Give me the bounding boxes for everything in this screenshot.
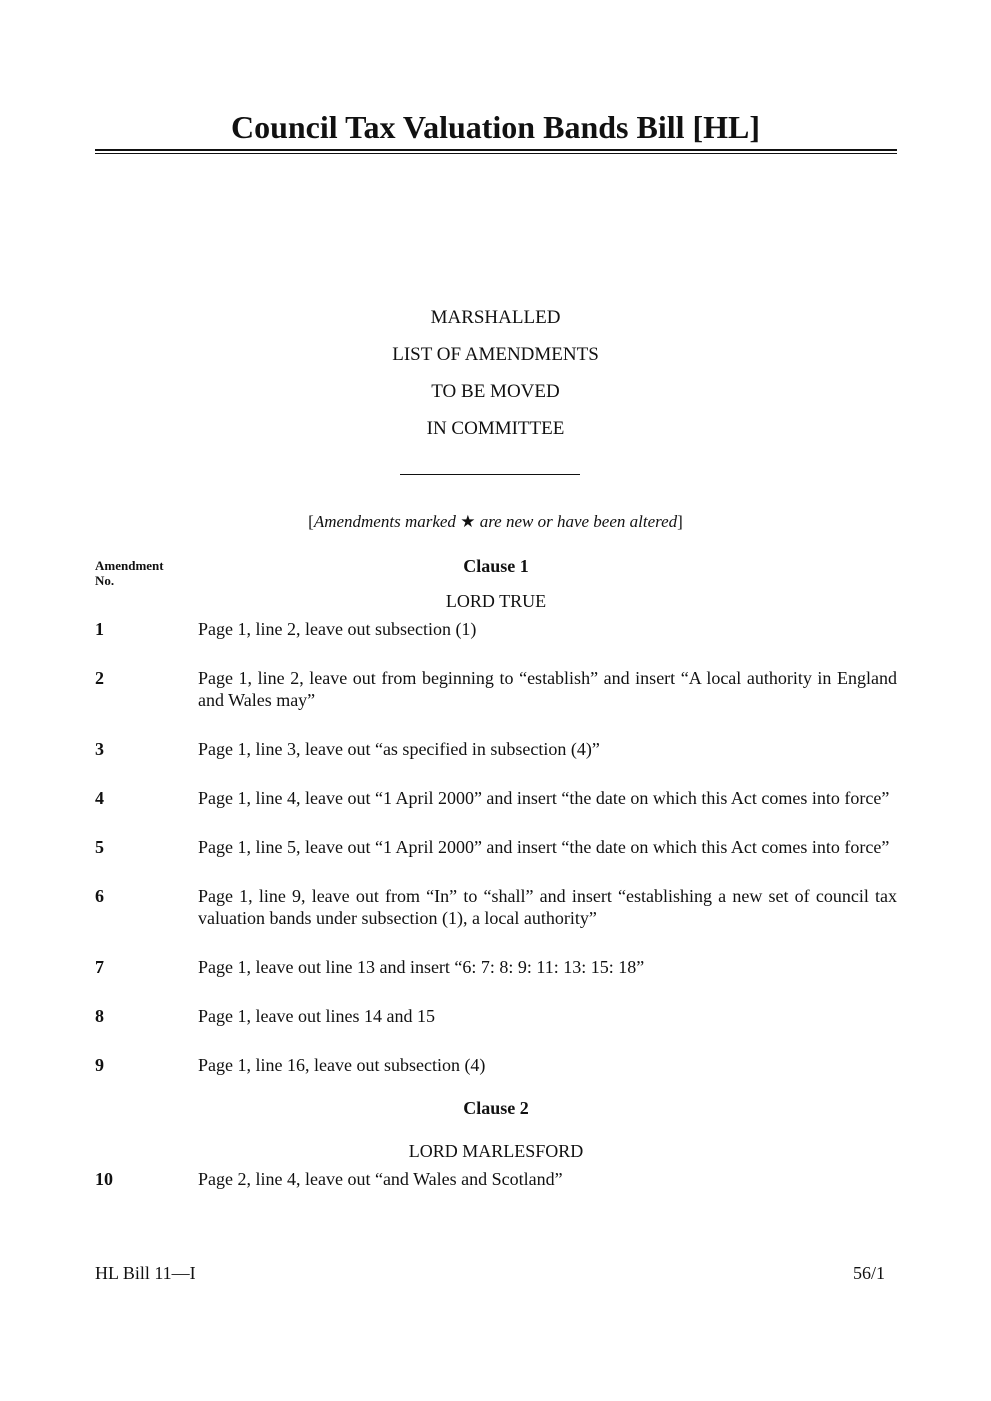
document-heading: [0, 299, 991, 447]
amendment-row: [95, 956, 897, 978]
amendment-row: [95, 618, 897, 640]
amendment-number: 10: [95, 1169, 113, 1189]
footer: [95, 1263, 885, 1284]
amendment-number: 8: [95, 1006, 104, 1026]
amendment-number: 9: [95, 1055, 104, 1075]
bill-title: Council Tax Valuation Bands Bill [HL]: [230, 109, 761, 145]
page-reference: 56/1: [852, 1263, 885, 1283]
bill-reference: HL Bill 11—I: [95, 1263, 196, 1283]
separator-rule: [400, 474, 580, 475]
amendments-list: [95, 555, 897, 1217]
heading-line: IN COMMITTEE: [426, 418, 565, 439]
amendment-row: [95, 738, 897, 760]
heading-line: MARSHALLED: [430, 307, 561, 328]
amendment-number: 2: [95, 668, 104, 688]
amendment-row: [95, 1005, 897, 1027]
amendment-number: 7: [95, 957, 104, 977]
amendment-number: 1: [95, 619, 104, 639]
amendment-text: Page 2, line 4, leave out “and Wales and Scotland”: [198, 1169, 563, 1189]
amendment-text: Page 1, line 16, leave out subsection (4): [198, 1055, 486, 1075]
amendment-row: [95, 885, 897, 929]
note-after: are new or have been altered: [479, 512, 678, 531]
note-before: Amendments marked: [313, 512, 456, 531]
title-rule-thick: [95, 149, 897, 151]
amendment-row: [95, 1054, 897, 1076]
amendment-text: Page 1, line 5, leave out “1 April 2000” and insert “the date on which this Act comes into force”: [198, 837, 890, 857]
amendment-text: Page 1, line 2, leave out from beginning to “establish” and insert “A local authority in England and Wales may”: [198, 668, 897, 710]
amendment-number: 3: [95, 739, 104, 759]
heading-line: TO BE MOVED: [431, 381, 560, 402]
amendment-no-header: Amendment No.: [95, 558, 164, 588]
mover-name: LORD MARLESFORD: [408, 1141, 584, 1161]
title-rule-thin: [95, 153, 897, 154]
amendment-row: [95, 787, 897, 809]
heading-line: LIST OF AMENDMENTS: [392, 344, 599, 365]
amendment-number: 6: [95, 886, 104, 906]
mover-name: LORD TRUE: [445, 591, 547, 611]
star-icon: ★: [460, 512, 476, 531]
amendment-text: Page 1, line 4, leave out “1 April 2000” and insert “the date on which this Act comes into force”: [198, 788, 890, 808]
amendment-text: Page 1, line 2, leave out subsection (1): [198, 619, 477, 639]
amendment-row: [95, 667, 897, 711]
amendment-text: Page 1, leave out line 13 and insert “6: 7: 8: 9: 11: 13: 15: 18”: [198, 957, 645, 977]
amendment-number: 4: [95, 788, 104, 808]
amendment-row: [95, 1168, 897, 1190]
amendment-text: Page 1, line 9, leave out from “In” to “shall” and insert “establishing a new set of council tax valuation bands under subsection (1), a local authority”: [198, 886, 897, 928]
clause-heading: Clause 1: [463, 556, 529, 576]
amendment-number: 5: [95, 837, 104, 857]
amendments-note: [Amendments marked ★ are new or have been altered]: [308, 512, 683, 531]
amendment-text: Page 1, line 3, leave out “as specified in subsection (4)”: [198, 739, 600, 759]
amendment-text: Page 1, leave out lines 14 and 15: [198, 1006, 435, 1026]
amendment-row: [95, 836, 897, 858]
clause-heading: Clause 2: [463, 1098, 529, 1118]
